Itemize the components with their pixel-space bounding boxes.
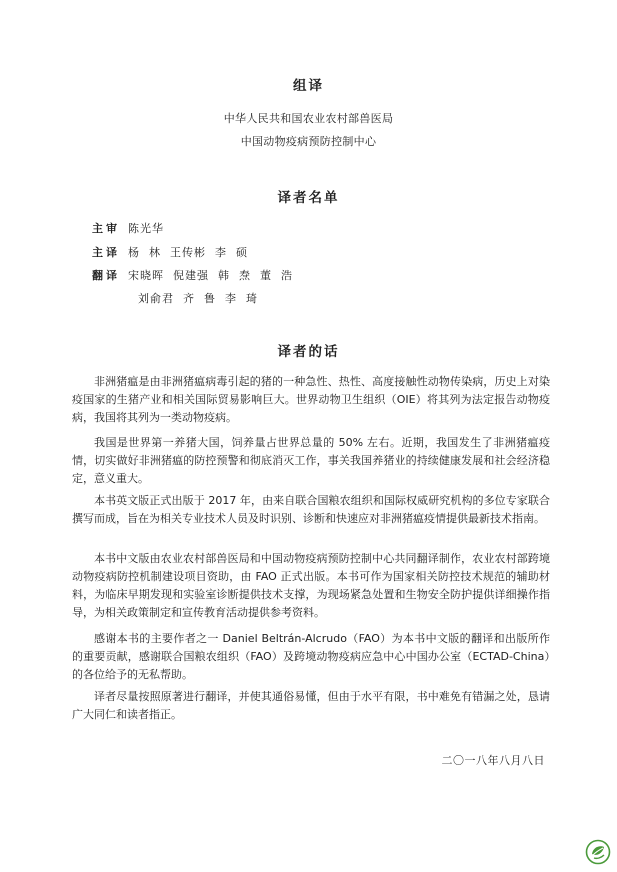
- roster-translators-continued: 刘俞君 齐 鲁 李 琦: [138, 292, 258, 305]
- preface-heading: 译者的话: [277, 344, 340, 360]
- roster-role: 主译: [92, 246, 120, 259]
- preface-paragraph-5: 感谢本书的主要作者之一 Daniel Beltrán-Alcrudo（FAO）为本书中文版的翻译和出版所作的重要贡献，感谢联合国粮农组织（FAO）及跨境动物疫病应急中心中国办公室（ECTAD-China）的各位给予的无私帮助。: [72, 632, 550, 681]
- roster-names: 杨 林 王传彬 李 硕: [128, 246, 248, 259]
- roster-role: 翻译: [92, 269, 120, 282]
- compile-heading: 组译: [293, 78, 324, 94]
- translators-heading: 译者名单: [277, 190, 340, 206]
- compile-org-line-2: 中国动物疫病预防控制中心: [240, 135, 377, 148]
- preface-paragraph-3: 本书英文版正式出版于 2017 年，由来自联合国粮农组织和国际权威研究机构的多位专家联合撰写而成，旨在为相关专业技术人员及时识别、诊断和快速应对非洲猪瘟疫情提供最新技术指南。: [72, 494, 550, 525]
- roster-row-chief-translator: [92, 244, 248, 260]
- preface-paragraph-2: 我国是世界第一养猪大国，饲养量占世界总量的 50% 左右。近期，我国发生了非洲猪瘟疫情，切实做好非洲猪瘟的防控预警和彻底消灭工作，事关我国养猪业的持续健康发展和社会经济稳定，意义重大。: [72, 436, 550, 485]
- roster-names: 宋晓晖 倪建强 韩 焘 董 浩: [128, 269, 293, 282]
- green-leaf-logo-icon: [585, 839, 611, 865]
- preface-paragraph-4: 本书中文版由农业农村部兽医局和中国动物疫病预防控制中心共同翻译制作，农业农村部跨境动物疫病防控机制建设项目资助，由 FAO 正式出版。本书可作为国家相关防控技术规范的辅助材料，为临床早期发现和实验室诊断提供技术支撑，为现场紧急处置和生物安全防护提供详细操作指导，为相关政策制定和宣传教育活动提供参考资料。: [72, 552, 550, 619]
- preface-paragraph-6: 译者尽量按照原著进行翻译，并使其通俗易懂，但由于水平有限，书中难免有错漏之处，恳请广大同仁和读者指正。: [72, 690, 550, 721]
- compile-org-line-1: 中华人民共和国农业农村部兽医局: [223, 112, 394, 125]
- preface-paragraph-1: 非洲猪瘟是由非洲猪瘟病毒引起的猪的一种急性、热性、高度接触性动物传染病，历史上对染疫国家的生猪产业和相关国际贸易影响巨大。世界动物卫生组织（OIE）将其列为法定报告动物疫病，我国将其列为一类动物疫病。: [72, 375, 550, 424]
- roster-row-chief-reviewer: [92, 220, 164, 236]
- roster-names: 陈光华: [128, 222, 164, 235]
- roster-role: 主审: [92, 222, 120, 235]
- preface-date: 二〇一八年八月八日: [441, 754, 545, 767]
- roster-row-translators: [92, 267, 293, 283]
